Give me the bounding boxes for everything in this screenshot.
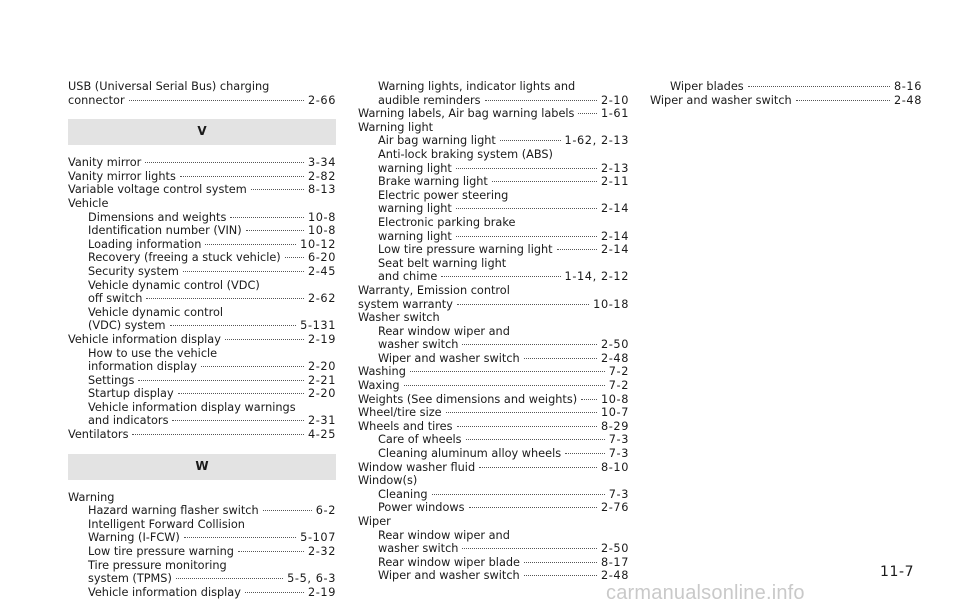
entry-text: Variable voltage control system: [68, 183, 247, 197]
index-entry: [68, 251, 336, 265]
index-entry: [358, 474, 629, 488]
entry-page-ref: 10-18: [593, 297, 629, 311]
dot-leader: [238, 550, 304, 552]
dot-leader: [469, 506, 597, 508]
index-entry: [358, 529, 629, 543]
index-entry: [68, 94, 336, 108]
dot-leader: [132, 433, 303, 435]
index-entry: [358, 257, 629, 271]
entry-page-ref: 2-20: [307, 360, 336, 374]
entry-page-ref: 7-2: [608, 365, 629, 379]
entry-text: Cleaning aluminum alloy wheels: [378, 447, 562, 461]
index-entry: [358, 447, 629, 461]
entry-text: Care of wheels: [378, 433, 462, 447]
entry-text: Vehicle information display: [68, 332, 221, 346]
entry-page-ref: 1-61: [600, 107, 629, 121]
entry-page-ref: 2-13: [600, 161, 629, 175]
entry-page-ref: 7-3: [608, 447, 629, 461]
entry-page-ref: 5-131: [300, 319, 336, 333]
entry-page-ref: 8-16: [893, 80, 922, 93]
dot-leader: [129, 99, 304, 101]
index-entry: [68, 238, 336, 252]
index-entry: [358, 420, 629, 434]
index-entry: [358, 284, 629, 298]
entry-text: Window washer fluid: [358, 460, 476, 474]
entry-text: system (TPMS): [88, 572, 172, 586]
index-entry: [68, 401, 336, 415]
entry-page-ref: 8-10: [600, 460, 629, 474]
dot-leader: [581, 398, 597, 400]
entry-text: Rear window wiper and: [378, 324, 510, 338]
entry-text: Cleaning: [378, 487, 428, 501]
dot-leader: [170, 324, 297, 326]
entry-page-ref: 2-48: [600, 351, 629, 365]
entry-text: Intelligent Forward Collision: [88, 517, 245, 531]
entry-text: warning light: [378, 229, 452, 243]
entry-page-ref: 2-62: [307, 292, 336, 306]
entry-page-ref: 2-20: [307, 387, 336, 401]
dot-leader: [578, 112, 597, 114]
dot-leader: [524, 357, 597, 359]
index-entry: [650, 94, 922, 108]
section-header: W: [68, 454, 336, 480]
entry-page-ref: 3-34: [307, 156, 336, 170]
dot-leader: [524, 561, 597, 563]
entry-page-ref: 2-50: [600, 338, 629, 352]
entry-page-ref: 2-31: [307, 414, 336, 428]
entry-text: Seat belt warning light: [378, 256, 507, 270]
dot-leader: [205, 243, 296, 245]
index-entry: [358, 501, 629, 515]
entry-text: warning light: [378, 202, 452, 216]
index-entry: [358, 121, 629, 135]
entry-page-ref: 8-29: [600, 419, 629, 433]
entry-page-ref: 2-14: [600, 243, 629, 257]
entry-text: and indicators: [88, 414, 169, 428]
entry-page-ref: 2-10: [600, 93, 629, 107]
dot-leader: [245, 591, 304, 593]
entry-page-ref: 10-12: [300, 237, 336, 251]
entry-page-ref: 10-8: [600, 392, 629, 406]
index-entry: [650, 80, 922, 94]
entry-text: washer switch: [378, 338, 459, 352]
entry-text: Hazard warning flasher switch: [88, 504, 259, 518]
dot-leader: [146, 297, 304, 299]
index-entry: [358, 433, 629, 447]
index-entry: [68, 572, 336, 586]
entry-text: Rear window wiper blade: [378, 555, 520, 569]
index-entry: [68, 491, 336, 505]
index-entry: [358, 162, 629, 176]
entry-text: Rear window wiper and: [378, 528, 510, 542]
entry-text: Waxing: [358, 379, 400, 393]
entry-text: Window(s): [358, 474, 418, 488]
index-entry: [68, 374, 336, 388]
entry-text: Vehicle dynamic control (VDC): [88, 278, 260, 292]
entry-text: Warning (I-FCW): [88, 531, 180, 545]
index-entry: [68, 306, 336, 320]
dot-leader: [456, 207, 597, 209]
index-entry: [358, 311, 629, 325]
index-column-right: [650, 80, 922, 107]
dot-leader: [285, 256, 304, 258]
dot-leader: [796, 99, 890, 101]
index-entry: [358, 134, 629, 148]
index-entry: [68, 197, 336, 211]
entry-text: Vanity mirror lights: [68, 169, 176, 183]
entry-text: Ventilators: [68, 428, 129, 442]
entry-page-ref: 7-2: [608, 379, 629, 393]
entry-text: audible reminders: [378, 93, 481, 107]
dot-leader: [172, 419, 303, 421]
index-entry: [358, 542, 629, 556]
entry-text: Tire pressure monitoring: [88, 558, 227, 572]
entry-page-ref: 2-66: [307, 93, 336, 107]
dot-leader: [565, 452, 605, 454]
entry-text: Vehicle information display warnings: [88, 400, 296, 414]
index-entry: [68, 545, 336, 559]
dot-leader: [479, 466, 597, 468]
entry-text: Identification number (VIN): [88, 224, 242, 238]
entry-page-ref: 2-82: [307, 169, 336, 183]
dot-leader: [404, 384, 605, 386]
entry-text: Anti-lock braking system (ABS): [378, 147, 553, 161]
index-entry: [358, 189, 629, 203]
entry-text: Wiper and washer switch: [650, 93, 792, 107]
index-entry: [358, 393, 629, 407]
index-entry: [68, 333, 336, 347]
index-entry: [68, 347, 336, 361]
entry-text: Low tire pressure warning light: [378, 243, 553, 257]
entry-text: Startup display: [88, 387, 174, 401]
entry-text: off switch: [88, 292, 143, 306]
entry-text: connector: [68, 93, 125, 107]
dot-leader: [410, 370, 605, 372]
dot-leader: [557, 248, 597, 250]
entry-text: USB (Universal Serial Bus) charging: [68, 80, 270, 93]
entry-page-ref: 2-14: [600, 229, 629, 243]
index-column-middle: [358, 80, 629, 583]
index-entry: [68, 518, 336, 532]
dot-leader: [184, 536, 296, 538]
entry-page-ref: 7-3: [608, 433, 629, 447]
entry-page-ref: 2-76: [600, 501, 629, 515]
entry-text: Vanity mirror: [68, 156, 142, 170]
entry-page-ref: 2-45: [307, 264, 336, 278]
entry-text: Warning light: [358, 120, 434, 134]
dot-leader: [748, 85, 890, 87]
dot-leader: [145, 161, 304, 163]
dot-leader: [456, 167, 597, 169]
index-entry: [358, 216, 629, 230]
entry-page-ref: 8-17: [600, 555, 629, 569]
index-entry: [68, 360, 336, 374]
entry-page-ref: 5-5, 6-3: [287, 572, 336, 586]
watermark-text: carmanualsonline.info: [606, 582, 805, 604]
entry-text: Dimensions and weights: [88, 210, 227, 224]
index-entry: [358, 488, 629, 502]
dot-leader: [492, 180, 597, 182]
page-number: 11-7: [880, 564, 915, 580]
entry-text: Vehicle: [68, 196, 109, 210]
entry-text: Wheels and tires: [358, 419, 453, 433]
dot-leader: [251, 188, 304, 190]
index-entry: [68, 559, 336, 573]
entry-text: Wiper blades: [670, 80, 744, 93]
index-entry: [68, 279, 336, 293]
index-entry: [68, 531, 336, 545]
index-entry: [358, 202, 629, 216]
entry-text: Electric power steering: [378, 188, 509, 202]
entry-text: Electronic parking brake: [378, 215, 516, 229]
index-entry: [358, 175, 629, 189]
entry-text: (VDC) system: [88, 319, 166, 333]
index-entry: [68, 170, 336, 184]
index-entry: [358, 406, 629, 420]
entry-page-ref: 10-8: [307, 210, 336, 224]
entry-text: Settings: [88, 373, 135, 387]
entry-page-ref: 5-107: [300, 531, 336, 545]
index-entry: [68, 156, 336, 170]
entry-page-ref: 2-21: [307, 373, 336, 387]
index-entry: [68, 586, 336, 600]
section-header: V: [68, 119, 336, 145]
entry-text: washer switch: [378, 542, 459, 556]
entry-text: Washer switch: [358, 311, 440, 325]
index-entry: [68, 292, 336, 306]
index-entry: [358, 80, 629, 94]
dot-leader: [246, 229, 304, 231]
dot-leader: [456, 235, 597, 237]
entry-text: How to use the vehicle: [88, 346, 218, 360]
index-entry: [358, 515, 629, 529]
entry-text: and chime: [378, 270, 438, 284]
entry-text: Warning labels, Air bag warning labels: [358, 107, 575, 121]
index-entry: [68, 211, 336, 225]
entry-page-ref: 2-48: [893, 93, 922, 107]
entry-page-ref: 7-3: [608, 487, 629, 501]
dot-leader: [524, 574, 597, 576]
index-entry: [358, 243, 629, 257]
index-entry: [68, 428, 336, 442]
entry-text: Wheel/tire size: [358, 406, 442, 420]
index-entry: [358, 461, 629, 475]
dot-leader: [485, 99, 597, 101]
entry-text: Recovery (freeing a stuck vehicle): [88, 251, 281, 265]
dot-leader: [178, 392, 304, 394]
dot-leader: [432, 493, 605, 495]
entry-text: Air bag warning light: [378, 134, 496, 148]
dot-leader: [180, 175, 304, 177]
entry-text: Warranty, Emission control: [358, 283, 510, 297]
entry-text: Washing: [358, 365, 406, 379]
dot-leader: [500, 139, 561, 141]
index-entry: [358, 365, 629, 379]
entry-page-ref: 10-8: [307, 224, 336, 238]
index-entry: [358, 107, 629, 121]
entry-page-ref: 1-14, 2-12: [564, 270, 629, 284]
entry-text: Wiper: [358, 515, 391, 528]
entry-text: Wiper and washer switch: [378, 569, 520, 583]
entry-page-ref: 2-19: [307, 585, 336, 599]
index-entry: [68, 319, 336, 333]
dot-leader: [462, 547, 596, 549]
entry-text: Power windows: [378, 501, 465, 515]
dot-leader: [457, 425, 597, 427]
dot-leader: [441, 275, 560, 277]
entry-page-ref: 10-7: [600, 406, 629, 420]
index-entry: [358, 94, 629, 108]
index-entry: [358, 270, 629, 284]
entry-page-ref: 1-62, 2-13: [564, 134, 629, 148]
entry-text: Warning: [68, 490, 115, 504]
index-entry: [68, 224, 336, 238]
dot-leader: [466, 438, 605, 440]
entry-page-ref: 2-19: [307, 332, 336, 346]
entry-page-ref: 8-13: [307, 183, 336, 197]
index-entry: [358, 338, 629, 352]
entry-page-ref: 2-32: [307, 545, 336, 559]
entry-page-ref: 2-50: [600, 542, 629, 556]
entry-text: Loading information: [88, 237, 202, 251]
entry-text: Vehicle dynamic control: [88, 305, 224, 319]
dot-leader: [457, 303, 589, 305]
dot-leader: [446, 411, 597, 413]
entry-text: Weights (See dimensions and weights): [358, 392, 578, 406]
index-entry: [68, 504, 336, 518]
index-entry: [358, 298, 629, 312]
dot-leader: [230, 216, 304, 218]
dot-leader: [183, 270, 304, 272]
entry-text: Wiper and washer switch: [378, 351, 520, 365]
dot-leader: [201, 365, 304, 367]
entry-text: Security system: [88, 264, 179, 278]
entry-page-ref: 2-11: [600, 175, 629, 189]
index-entry: [358, 556, 629, 570]
entry-page-ref: 6-20: [307, 251, 336, 265]
index-entry: [68, 414, 336, 428]
index-entry: [68, 387, 336, 401]
dot-leader: [176, 577, 283, 579]
index-entry: [358, 230, 629, 244]
index-entry: [358, 379, 629, 393]
index-entry: [68, 265, 336, 279]
entry-text: Low tire pressure warning: [88, 545, 234, 559]
index-entry: [358, 569, 629, 583]
index-entry: [358, 325, 629, 339]
entry-text: warning light: [378, 161, 452, 175]
dot-leader: [225, 338, 304, 340]
index-entry: [68, 183, 336, 197]
entry-page-ref: 4-25: [307, 428, 336, 442]
entry-text: information display: [88, 360, 197, 374]
entry-text: Brake warning light: [378, 175, 488, 189]
dot-leader: [138, 379, 304, 381]
dot-leader: [462, 343, 596, 345]
entry-text: system warranty: [358, 297, 453, 311]
entry-text: Warning lights, indicator lights and: [378, 80, 576, 93]
index-entry: [358, 352, 629, 366]
entry-page-ref: 2-14: [600, 202, 629, 216]
index-column-left: [68, 80, 336, 599]
entry-text: Vehicle information display: [88, 585, 241, 599]
index-entry: [358, 148, 629, 162]
index-entry: [68, 80, 336, 94]
entry-page-ref: 2-48: [600, 569, 629, 583]
dot-leader: [263, 509, 312, 511]
entry-page-ref: 6-2: [315, 504, 336, 518]
